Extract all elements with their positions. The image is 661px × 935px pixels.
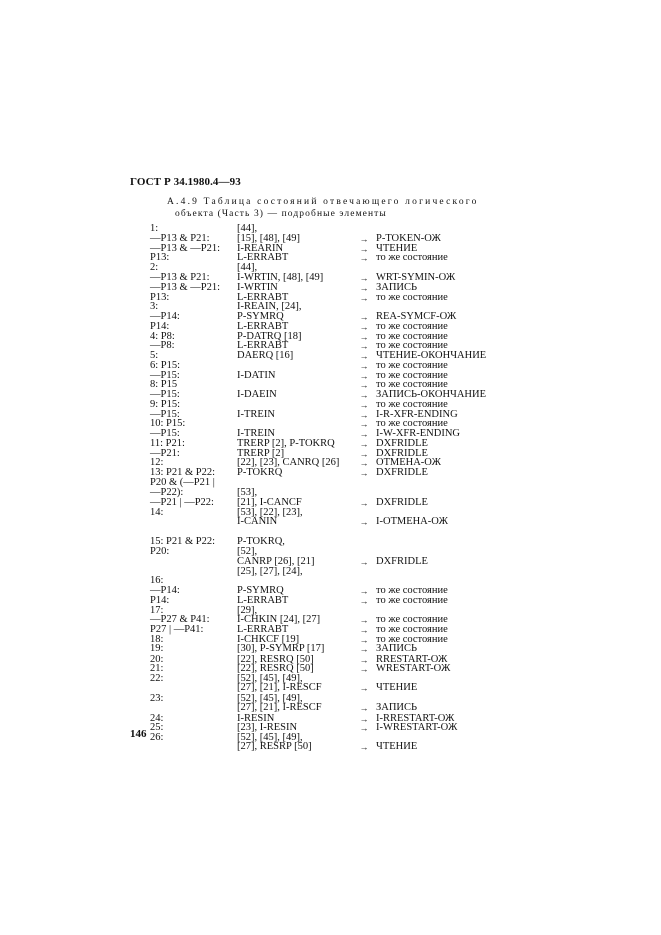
arrow-icon: → bbox=[359, 380, 369, 391]
action-cell: [27], RESRP [50] bbox=[237, 741, 312, 753]
next-state-cell: то же состояние bbox=[376, 399, 448, 411]
arrow-icon: → bbox=[359, 350, 369, 361]
next-state-cell: DXFRIDLE bbox=[376, 447, 428, 459]
condition-cell: —P13 & P21: bbox=[150, 232, 210, 244]
arrow-icon: → bbox=[359, 625, 369, 636]
action-cell: [44], bbox=[237, 223, 258, 234]
condition-cell: 1: bbox=[150, 223, 159, 234]
condition-cell: 19: bbox=[150, 643, 164, 655]
page-number: 146 bbox=[130, 728, 147, 740]
condition-cell: P13: bbox=[150, 291, 170, 303]
arrow-icon: → bbox=[359, 742, 369, 753]
next-state-cell: то же состояние bbox=[376, 379, 448, 391]
table-row bbox=[150, 351, 510, 361]
table-row bbox=[150, 576, 510, 586]
next-state-cell: то же состояние bbox=[376, 633, 448, 645]
action-cell: I-TREIN bbox=[237, 408, 275, 420]
action-cell: P-TOKRQ, bbox=[237, 536, 285, 548]
table-row bbox=[150, 557, 510, 567]
action-cell: [22], [23], CANRQ [26] bbox=[237, 457, 340, 469]
arrow-icon: → bbox=[359, 400, 369, 411]
next-state-cell: то же состояние bbox=[376, 624, 448, 636]
table-row bbox=[150, 683, 510, 693]
action-cell: [53], [22], [23], bbox=[237, 506, 303, 518]
condition-cell: 4: P8: bbox=[150, 330, 175, 342]
condition-cell: P14: bbox=[150, 595, 170, 607]
arrow-icon: → bbox=[359, 703, 369, 714]
action-cell: I-DATIN bbox=[237, 369, 276, 381]
arrow-icon: → bbox=[359, 243, 369, 254]
action-cell: L-ERRABT bbox=[237, 340, 289, 352]
action-cell: P-DATRQ [18] bbox=[237, 330, 302, 342]
condition-cell: 24: bbox=[150, 712, 164, 724]
action-cell: I-DAEIN bbox=[237, 388, 277, 400]
next-state-cell: WRESTART-ОЖ bbox=[376, 663, 451, 675]
next-state-cell: то же состояние bbox=[376, 360, 448, 372]
action-cell: [21], I-CANCF bbox=[237, 496, 302, 508]
action-cell: P-TOKRQ bbox=[237, 467, 283, 479]
table-row bbox=[150, 517, 510, 527]
table-row bbox=[150, 625, 510, 635]
arrow-icon: → bbox=[359, 428, 369, 439]
table-row bbox=[150, 596, 510, 606]
table-row bbox=[150, 635, 510, 645]
next-state-cell: DXFRIDLE bbox=[376, 438, 428, 450]
arrow-icon: → bbox=[359, 311, 369, 322]
arrow-icon: → bbox=[359, 458, 369, 469]
next-state-cell: ЧТЕНИЕ-ОКОНЧАНИЕ bbox=[376, 349, 487, 361]
arrow-icon: → bbox=[359, 253, 369, 264]
action-cell: [15], [48], [49] bbox=[237, 232, 300, 244]
action-cell: I-TREIN bbox=[237, 427, 275, 439]
section-title bbox=[167, 196, 527, 220]
condition-cell: —P15: bbox=[150, 408, 180, 420]
next-state-cell: I-WRESTART-ОЖ bbox=[376, 722, 458, 734]
condition-cell: 18: bbox=[150, 633, 164, 645]
next-state-cell: то же состояние bbox=[376, 369, 448, 381]
action-cell: I-CANIN bbox=[237, 516, 278, 528]
next-state-cell: то же состояние bbox=[376, 291, 448, 303]
action-cell: [52], [45], [49], bbox=[237, 692, 303, 704]
table-row bbox=[150, 293, 510, 303]
action-cell: I-CHKIN [24], [27] bbox=[237, 614, 321, 626]
next-state-cell: ЗАПИСЬ-ОКОНЧАНИЕ bbox=[376, 388, 487, 400]
next-state-cell: то же состояние bbox=[376, 330, 448, 342]
condition-cell: 16: bbox=[150, 575, 164, 587]
action-cell: L-ERRABT bbox=[237, 624, 289, 636]
table-row bbox=[150, 664, 510, 674]
table-row bbox=[150, 508, 510, 518]
action-cell: I-REARIN bbox=[237, 242, 284, 254]
table-row bbox=[150, 644, 510, 654]
condition-cell: 13: P21 & P22: bbox=[150, 467, 216, 479]
table-row bbox=[150, 733, 510, 743]
action-cell: CANRP [26], [21] bbox=[237, 555, 315, 567]
arrow-icon: → bbox=[359, 713, 369, 724]
action-cell: [52], [45], [49], bbox=[237, 672, 303, 684]
table-row bbox=[150, 361, 510, 371]
next-state-cell: ЗАПИСЬ bbox=[376, 643, 418, 655]
condition-cell: —P22): bbox=[150, 486, 184, 498]
condition-cell: 12: bbox=[150, 457, 164, 469]
next-state-cell: I-W-XFR-ENDING bbox=[376, 427, 460, 439]
condition-cell: 11: P21: bbox=[150, 438, 185, 450]
table-row bbox=[150, 332, 510, 342]
arrow-icon: → bbox=[359, 644, 369, 655]
next-state-cell: ЗАПИСЬ bbox=[376, 281, 418, 293]
action-cell: [27], [21], I-RESCF bbox=[237, 702, 322, 714]
action-cell: [44], bbox=[237, 262, 258, 274]
action-cell: [22], RESRQ [50] bbox=[237, 653, 314, 665]
table-row bbox=[150, 439, 510, 449]
condition-cell: 10: P15: bbox=[150, 418, 186, 430]
action-cell: I-WRTIN bbox=[237, 281, 278, 293]
condition-cell: —P21 | —P22: bbox=[150, 496, 214, 508]
table-row bbox=[150, 478, 510, 488]
action-cell: [52], [45], [49], bbox=[237, 731, 303, 743]
table-row bbox=[150, 390, 510, 400]
action-cell: [30], P-SYMRP [17] bbox=[237, 643, 325, 655]
action-cell: DAERQ [16] bbox=[237, 349, 294, 361]
action-cell: I-REAIN, [24], bbox=[237, 301, 302, 313]
table-row bbox=[150, 322, 510, 332]
condition-cell: —P27 & P41: bbox=[150, 614, 210, 626]
arrow-icon: → bbox=[359, 654, 369, 665]
table-row bbox=[150, 283, 510, 293]
next-state-cell: P-TOKEN-ОЖ bbox=[376, 232, 441, 244]
next-state-cell: WRT-SYMIN-ОЖ bbox=[376, 271, 456, 283]
arrow-icon: → bbox=[359, 468, 369, 479]
table-row bbox=[150, 253, 510, 263]
arrow-icon: → bbox=[359, 272, 369, 283]
next-state-cell: DXFRIDLE bbox=[376, 555, 428, 567]
next-state-cell: то же состояние bbox=[376, 418, 448, 430]
next-state-cell: ЧТЕНИЕ bbox=[376, 242, 418, 254]
condition-cell: 22: bbox=[150, 672, 164, 684]
arrow-icon: → bbox=[359, 370, 369, 381]
arrow-icon: → bbox=[359, 361, 369, 372]
condition-cell: 2: bbox=[150, 262, 159, 274]
condition-cell: 17: bbox=[150, 604, 164, 616]
next-state-cell: то же состояние bbox=[376, 340, 448, 352]
action-cell: L-ERRABT bbox=[237, 595, 289, 607]
action-cell: [25], [27], [24], bbox=[237, 565, 303, 577]
condition-cell: 23: bbox=[150, 692, 164, 704]
condition-cell: P13: bbox=[150, 252, 170, 264]
table-row bbox=[150, 312, 510, 322]
condition-cell: 26: bbox=[150, 731, 164, 743]
next-state-cell: то же состояние bbox=[376, 585, 448, 596]
action-cell: L-ERRABT bbox=[237, 291, 289, 303]
arrow-icon: → bbox=[359, 448, 369, 459]
table-row bbox=[150, 703, 510, 713]
condition-cell: P20: bbox=[150, 545, 170, 557]
action-cell: I-CHKCF [19] bbox=[237, 633, 300, 645]
arrow-icon: → bbox=[359, 419, 369, 430]
action-cell: I-WRTIN, [48], [49] bbox=[237, 271, 324, 283]
action-cell: L-ERRABT bbox=[237, 321, 289, 333]
next-state-cell: то же состояние bbox=[376, 252, 448, 264]
table-row bbox=[150, 537, 510, 547]
condition-cell: 3: bbox=[150, 301, 159, 313]
arrow-icon: → bbox=[359, 322, 369, 333]
arrow-icon: → bbox=[359, 517, 369, 528]
condition-cell: 21: bbox=[150, 663, 164, 675]
arrow-icon: → bbox=[359, 723, 369, 734]
next-state-cell: I-R-XFR-ENDING bbox=[376, 408, 458, 420]
action-cell: I-RESIN bbox=[237, 712, 275, 724]
action-cell: [52], bbox=[237, 545, 258, 557]
table-row bbox=[150, 567, 510, 577]
action-cell: [22], RESRQ [50] bbox=[237, 663, 314, 675]
action-cell: L-ERRABT bbox=[237, 252, 289, 264]
next-state-cell: ЧТЕНИЕ bbox=[376, 741, 418, 753]
document-header: ГОСТ Р 34.1980.4—93 bbox=[130, 176, 241, 188]
condition-cell: 9: P15: bbox=[150, 399, 181, 411]
arrow-icon: → bbox=[359, 634, 369, 645]
condition-cell: 8: P15 bbox=[150, 379, 178, 391]
condition-cell: —P8: bbox=[150, 340, 175, 352]
section-title-line-1: А.4.9 Таблица состояний отвечающего логического bbox=[167, 197, 479, 207]
table-row bbox=[150, 498, 510, 508]
condition-cell: —P13 & —P21: bbox=[150, 281, 221, 293]
condition-cell: 25: bbox=[150, 722, 164, 734]
table-row bbox=[150, 547, 510, 557]
next-state-cell: ЗАПИСЬ bbox=[376, 702, 418, 714]
state-table bbox=[150, 224, 510, 753]
next-state-cell: REA-SYMCF-ОЖ bbox=[376, 310, 457, 322]
condition-cell: —P13 & —P21: bbox=[150, 242, 221, 254]
arrow-icon: → bbox=[359, 439, 369, 450]
arrow-icon: → bbox=[359, 331, 369, 342]
arrow-icon: → bbox=[359, 586, 369, 596]
arrow-icon: → bbox=[359, 683, 369, 694]
action-cell: [29], bbox=[237, 604, 258, 616]
action-cell: [23], I-RESIN bbox=[237, 722, 298, 734]
condition-cell: 15: P21 & P22: bbox=[150, 536, 216, 548]
arrow-icon: → bbox=[359, 389, 369, 400]
next-state-cell: DXFRIDLE bbox=[376, 467, 428, 479]
next-state-cell: RRESTART-ОЖ bbox=[376, 653, 448, 665]
arrow-icon: → bbox=[359, 664, 369, 675]
condition-cell: P27 | —P41: bbox=[150, 624, 204, 636]
action-cell: P-SYMRQ bbox=[237, 585, 284, 596]
next-state-cell: I-ОТМЕНА-ОЖ bbox=[376, 516, 448, 528]
table-row bbox=[150, 586, 510, 596]
next-state-cell: то же состояние bbox=[376, 321, 448, 333]
table-row bbox=[150, 674, 510, 684]
table-row bbox=[150, 371, 510, 381]
condition-cell: —P13 & P21: bbox=[150, 271, 210, 283]
arrow-icon: → bbox=[359, 596, 369, 607]
table-row bbox=[150, 742, 510, 752]
condition-cell: 6: P15: bbox=[150, 360, 181, 372]
next-state-cell: то же состояние bbox=[376, 595, 448, 607]
action-cell: TRERP [2], P-TOKRQ bbox=[237, 438, 335, 450]
table-row bbox=[150, 410, 510, 420]
arrow-icon: → bbox=[359, 615, 369, 626]
arrow-icon: → bbox=[359, 341, 369, 352]
condition-cell: 20: bbox=[150, 653, 164, 665]
arrow-icon: → bbox=[359, 233, 369, 244]
condition-cell: —P21: bbox=[150, 447, 180, 459]
condition-cell: 14: bbox=[150, 506, 164, 518]
table-row bbox=[150, 615, 510, 625]
action-cell: [27], [21], I-RESCF bbox=[237, 682, 322, 694]
condition-cell: P20 & (—P21 | bbox=[150, 477, 215, 489]
arrow-icon: → bbox=[359, 409, 369, 420]
condition-cell: —P14: bbox=[150, 310, 180, 322]
arrow-icon: → bbox=[359, 497, 369, 508]
next-state-cell: I-RRESTART-ОЖ bbox=[376, 712, 455, 724]
arrow-icon: → bbox=[359, 556, 369, 567]
table-row bbox=[150, 302, 510, 312]
section-title-line-2: объекта (Часть 3) — подробные элементы bbox=[175, 209, 387, 219]
arrow-icon: → bbox=[359, 282, 369, 293]
table-row bbox=[150, 655, 510, 665]
table-row bbox=[150, 723, 510, 733]
action-cell: [53], bbox=[237, 486, 258, 498]
next-state-cell: ЧТЕНИЕ bbox=[376, 682, 418, 694]
action-cell: P-SYMRQ bbox=[237, 310, 284, 322]
action-cell: TRERP [2] bbox=[237, 447, 285, 459]
table-row bbox=[150, 244, 510, 254]
condition-cell: —P15: bbox=[150, 388, 180, 400]
condition-cell: P14: bbox=[150, 321, 170, 333]
condition-cell: 5: bbox=[150, 349, 159, 361]
condition-cell: —P15: bbox=[150, 427, 180, 439]
next-state-cell: ОТМЕНА-ОЖ bbox=[376, 457, 441, 469]
arrow-icon: → bbox=[359, 292, 369, 303]
next-state-cell: DXFRIDLE bbox=[376, 496, 428, 508]
condition-cell: —P15: bbox=[150, 369, 180, 381]
condition-cell: —P14: bbox=[150, 585, 180, 596]
table-row bbox=[150, 694, 510, 704]
next-state-cell: то же состояние bbox=[376, 614, 448, 626]
